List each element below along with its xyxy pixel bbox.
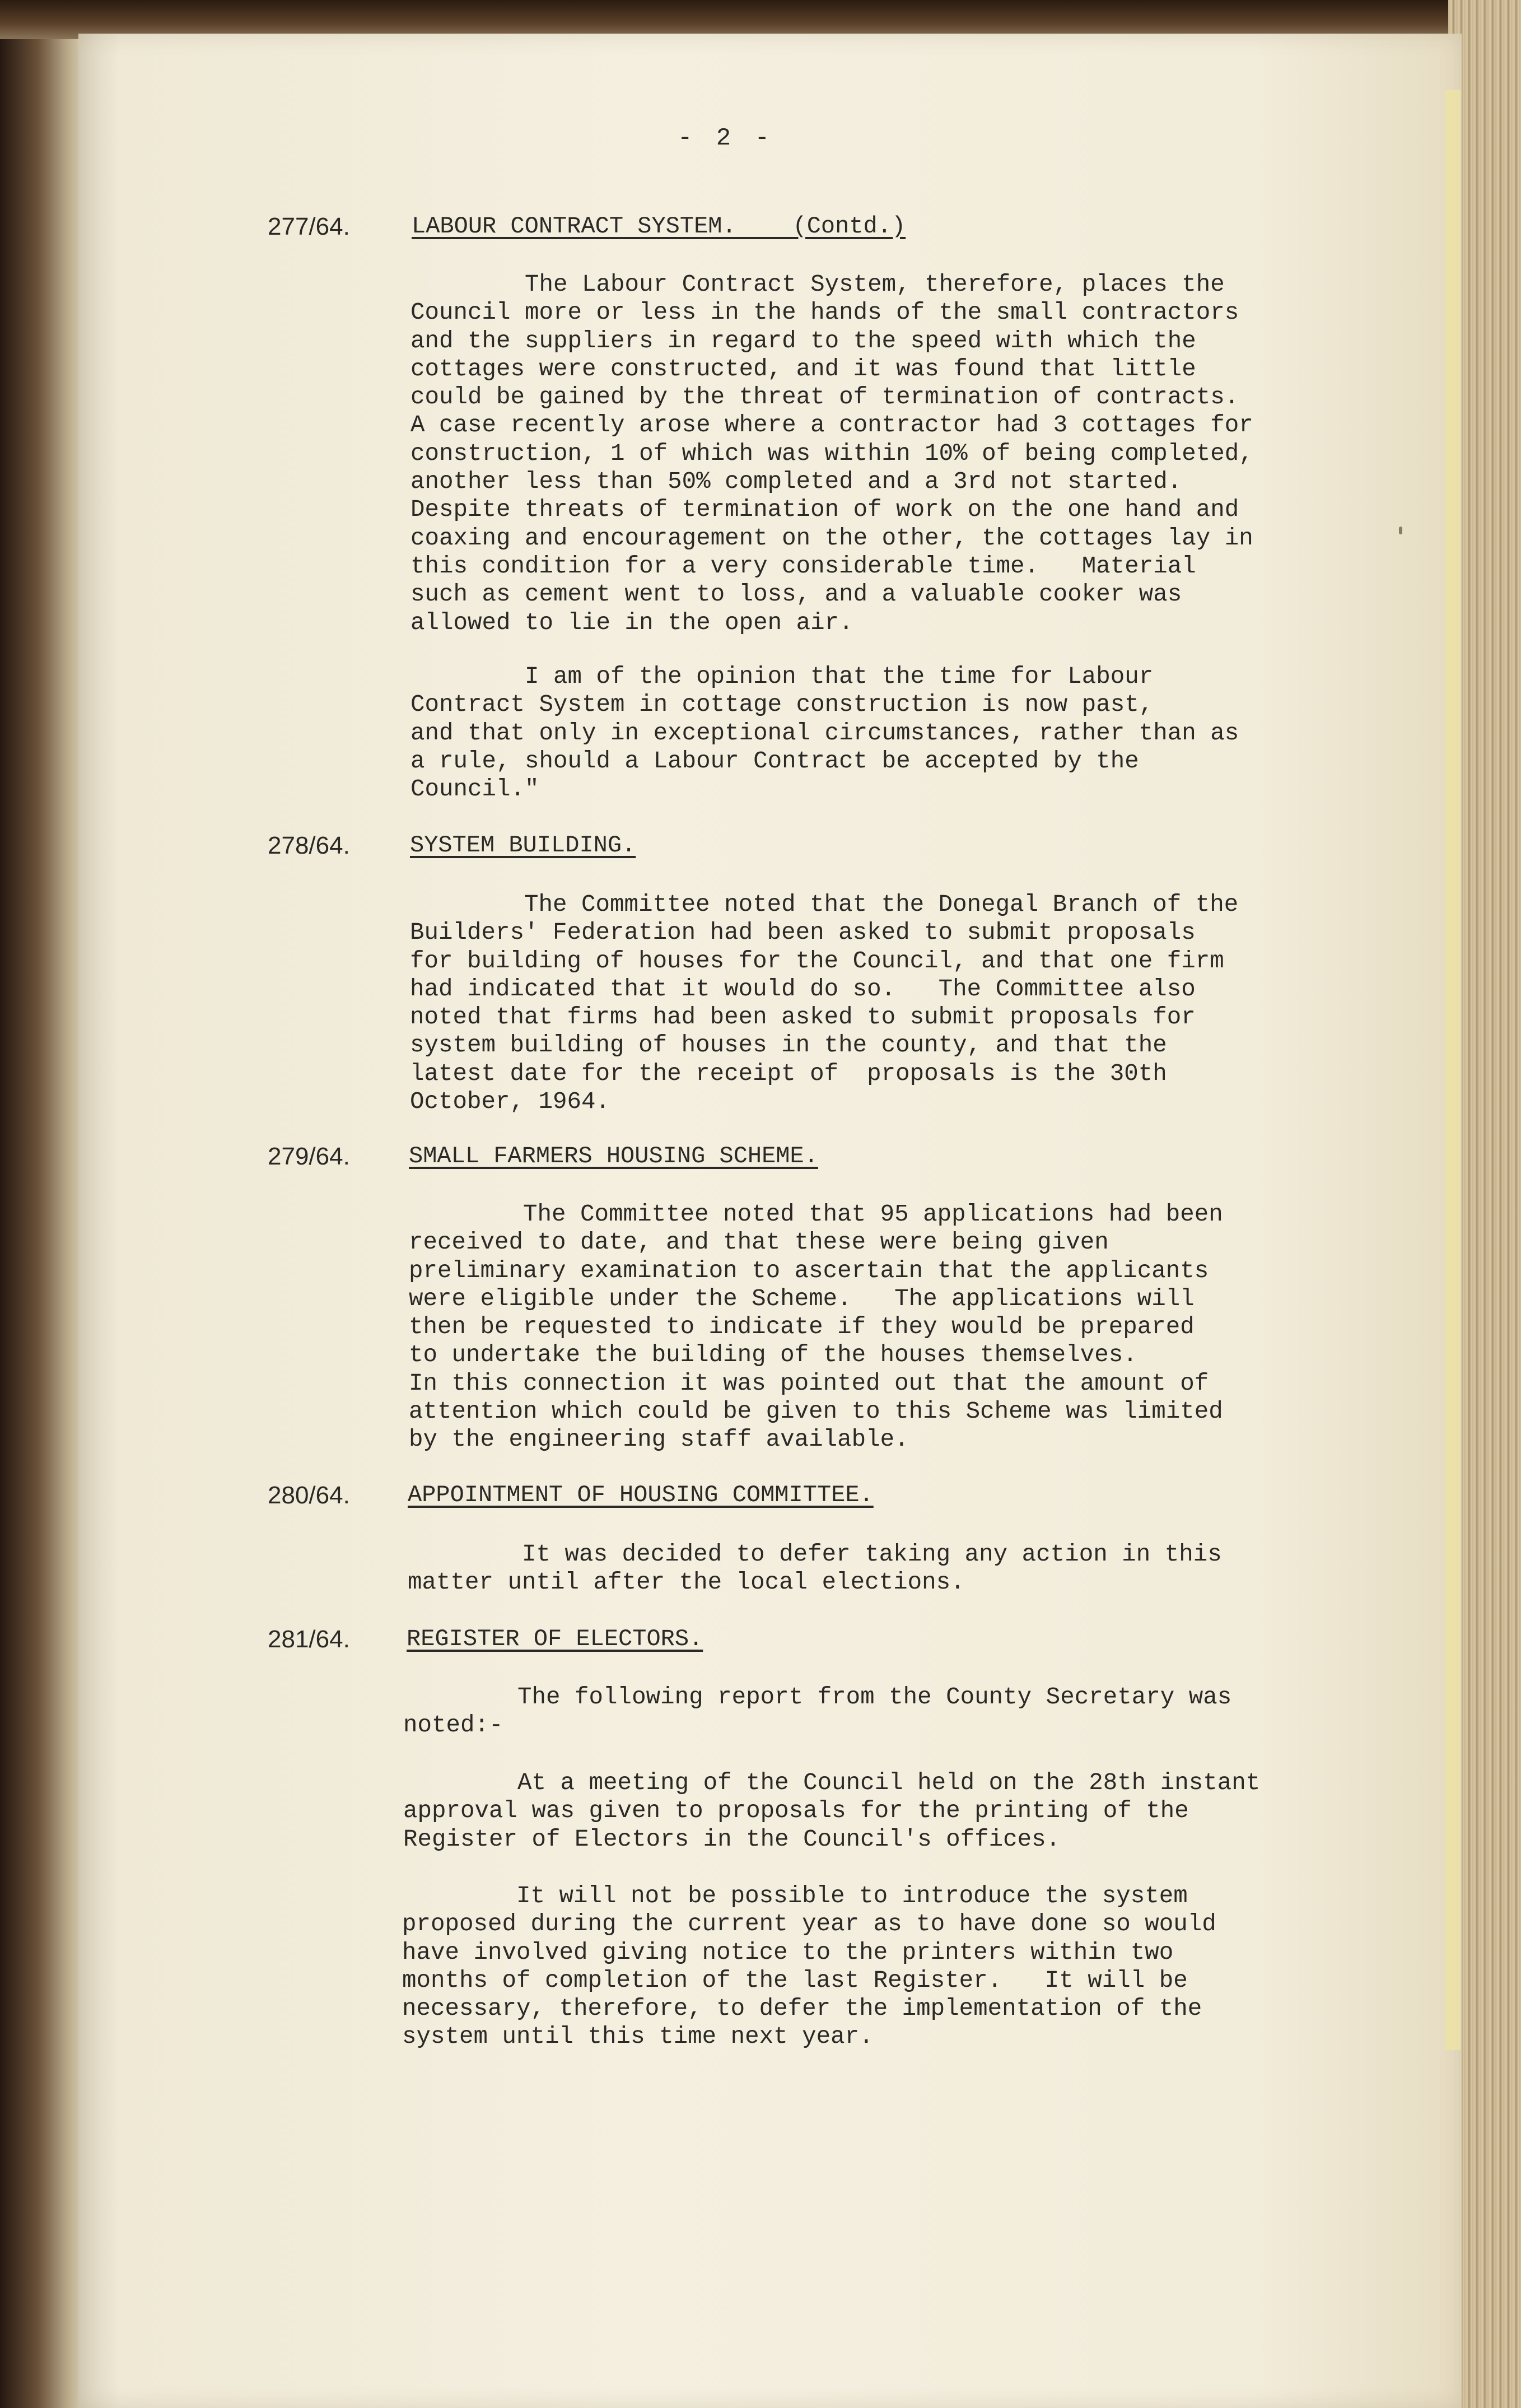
paragraph: It will not be possible to introduce the system proposed during the current year as to have done so would have involved giving notice to the printers within two months of completion of the last Register. It will be necessary, therefore, to defer the implementation of the system until this time next year. (402, 1883, 1216, 2051)
paragraph: The Labour Contract System, therefore, places the Council more or less in the hands of the small contractors and the suppliers in regard to the speed with which the cottages were constructed, and it was found that little could be gained by the threat of termination of contracts. A case recently arose where a contractor had 3 cottages for construction, 1 of which was within 10% of being completed, another less than 50% completed and a 3rd not started. Despite threats of termination of work on the one hand and coaxing and encouragement on the other, the cottages lay in this condition for a very considerable time. Material such as cement went to loss, and a valuable cooker was allowed to lie in the open air. (410, 271, 1253, 636)
minute-number: 280/64. (268, 1482, 350, 1509)
section-heading: APPOINTMENT OF HOUSING COMMITTEE. (408, 1482, 874, 1508)
minute-number: 281/64. (268, 1625, 350, 1653)
section-heading: LABOUR CONTRACT SYSTEM. (Contd.) (412, 213, 906, 240)
paragraph: The following report from the County Secretary was noted:- (403, 1684, 1232, 1739)
paragraph: At a meeting of the Council held on the 28th instant approval was given to proposals for the printing of the Register of Electors in the Council's offices. (403, 1769, 1261, 1853)
paragraph: The Committee noted that 95 applications had been received to date, and that these were being given preliminary examination to ascertain that the applicants were eligible under the Scheme. The applications will then be requested to indicate if they would be prepared to undertake the building of the houses themselves. In this connection it was pointed out that the amount of attention which could be given to this Scheme was limited by the engineering staff available. (409, 1201, 1223, 1454)
section-heading: SMALL FARMERS HOUSING SCHEME. (409, 1143, 818, 1170)
minute-number: 278/64. (268, 832, 350, 859)
paragraph: I am of the opinion that the time for Labour Contract System in cottage construction is now past, and that only in exceptional circumstances, rather than as a rule, should a Labour Contract be accepted by the Council." (410, 663, 1239, 803)
minute-number: 279/64. (268, 1143, 350, 1170)
paragraph: It was decided to defer taking any action in this matter until after the local elections. (408, 1541, 1222, 1596)
paragraph: The Committee noted that the Donegal Branch of the Builders' Federation had been asked to submit proposals for building of houses for the Council, and that one firm had indicated that it would do so. The Committee also noted that firms had been asked to submit proposals for system building of houses in the county, and that the latest date for the receipt of proposals is the 30th October, 1964. (410, 891, 1239, 1116)
section-heading: REGISTER OF ELECTORS. (407, 1625, 703, 1652)
page-number: - 2 - (678, 124, 775, 152)
minute-number: 277/64. (268, 213, 350, 240)
section-heading: SYSTEM BUILDING. (410, 832, 636, 859)
